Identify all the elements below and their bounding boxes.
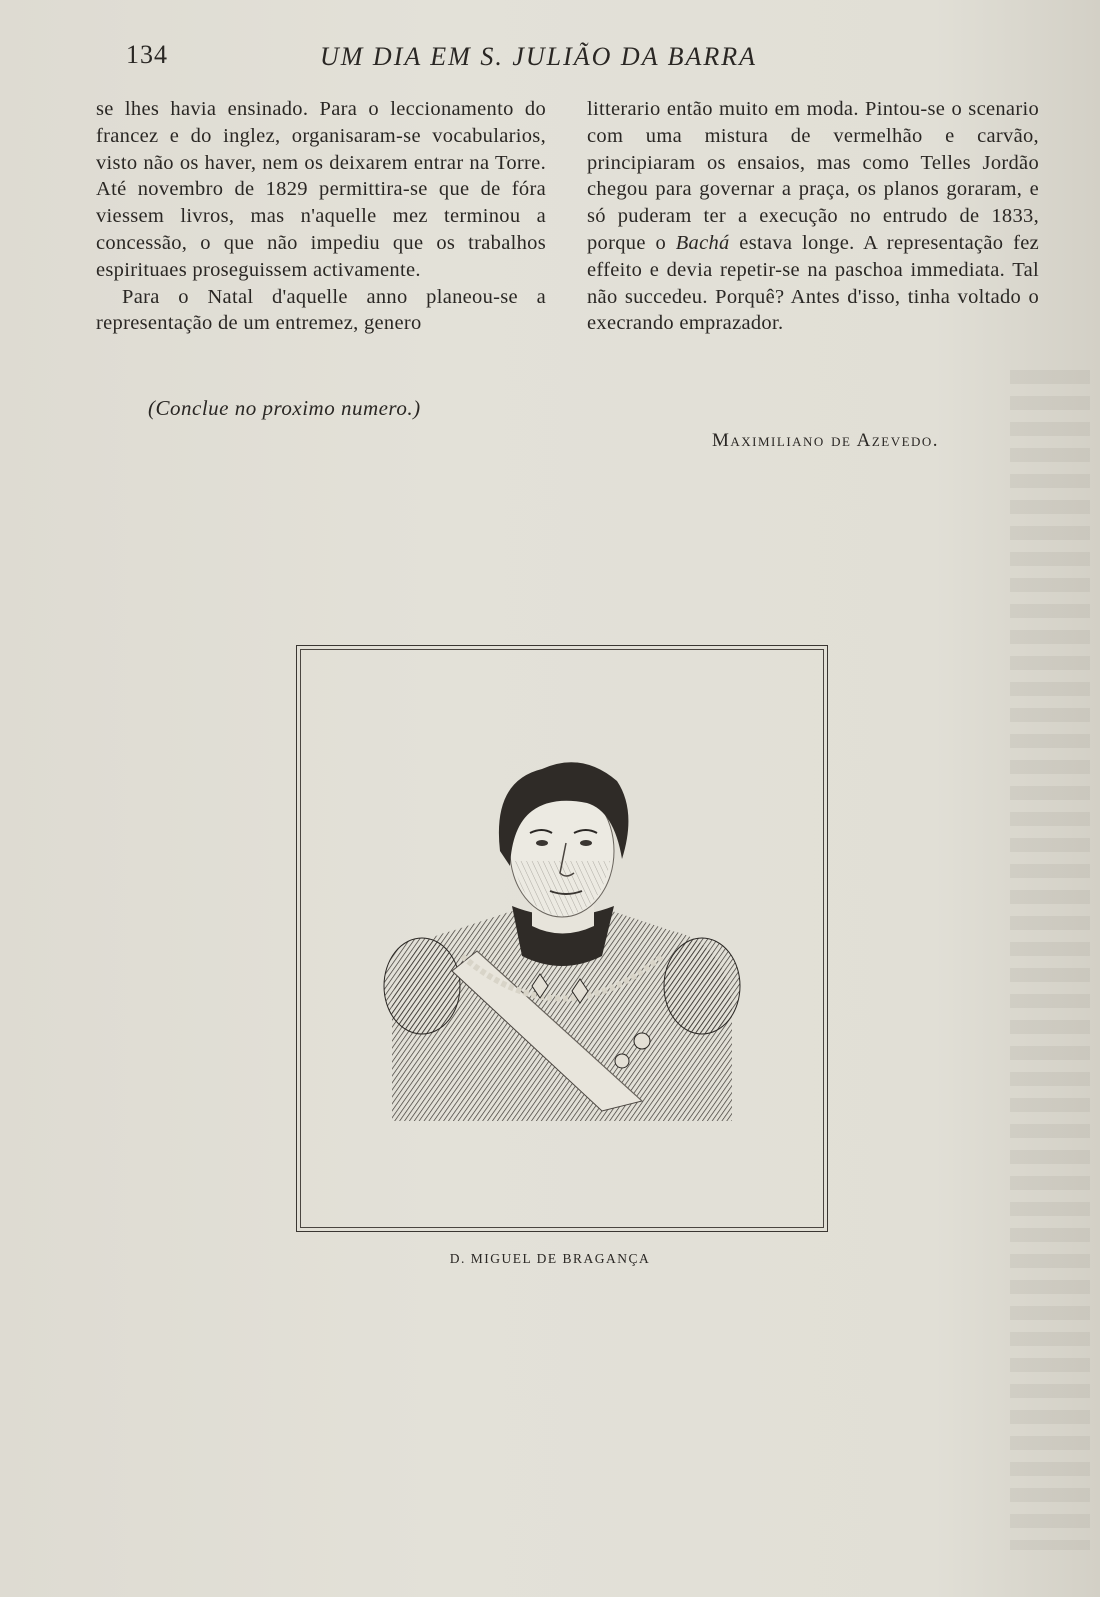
- paragraph-text: estava longe. A representação fez effeito e devia repetir-se na paschoa immediata. Tal não succedeu. Porquê? Antes d'isso, tinha voltado o execrando emprazador.: [587, 231, 1039, 335]
- paragraph-text: litterario então muito em moda. Pintou-se o scenario com uma mistura de vermelhão e carvão, principiaram os ensaios, mas como Telles Jordão chegou para governar a praça, os planos goraram, e só puderam ter a execução no entrudo de 1833, porque o: [587, 98, 1039, 254]
- continued-note: (Conclue no proximo numero.): [148, 396, 421, 420]
- paragraph: Para o Natal d'aquelle anno planeou-se a representação de um entremez, genero: [96, 285, 546, 335]
- right-column: [587, 96, 1039, 337]
- left-column: [96, 96, 546, 337]
- portrait-frame: [296, 645, 828, 1232]
- portrait-caption: D. MIGUEL DE BRAGANÇA: [449, 1251, 651, 1266]
- paragraph: se lhes havia ensinado. Para o leccionamento do francez e do inglez, organisaram-se vocabularios, visto não os haver, nem os deixarem entrar na Torre. Até novembro de 1829 permittira-se que de fóra viessem livros, mas n'aquelle mez terminou a concessão, o que não impediu que os trabalhos espirituaes proseguissem activamente.: [96, 98, 546, 281]
- running-title: UM DIA EM S. JULIÃO DA BARRA: [320, 42, 758, 71]
- page-number: 134: [126, 40, 168, 69]
- italic-word: Bachá: [675, 231, 730, 254]
- author-signature: Maximiliano de Azevedo.: [712, 430, 940, 451]
- paragraph: [587, 96, 1039, 337]
- bleed-through-text: [1010, 370, 1090, 1550]
- portrait-engraving: [382, 741, 742, 1121]
